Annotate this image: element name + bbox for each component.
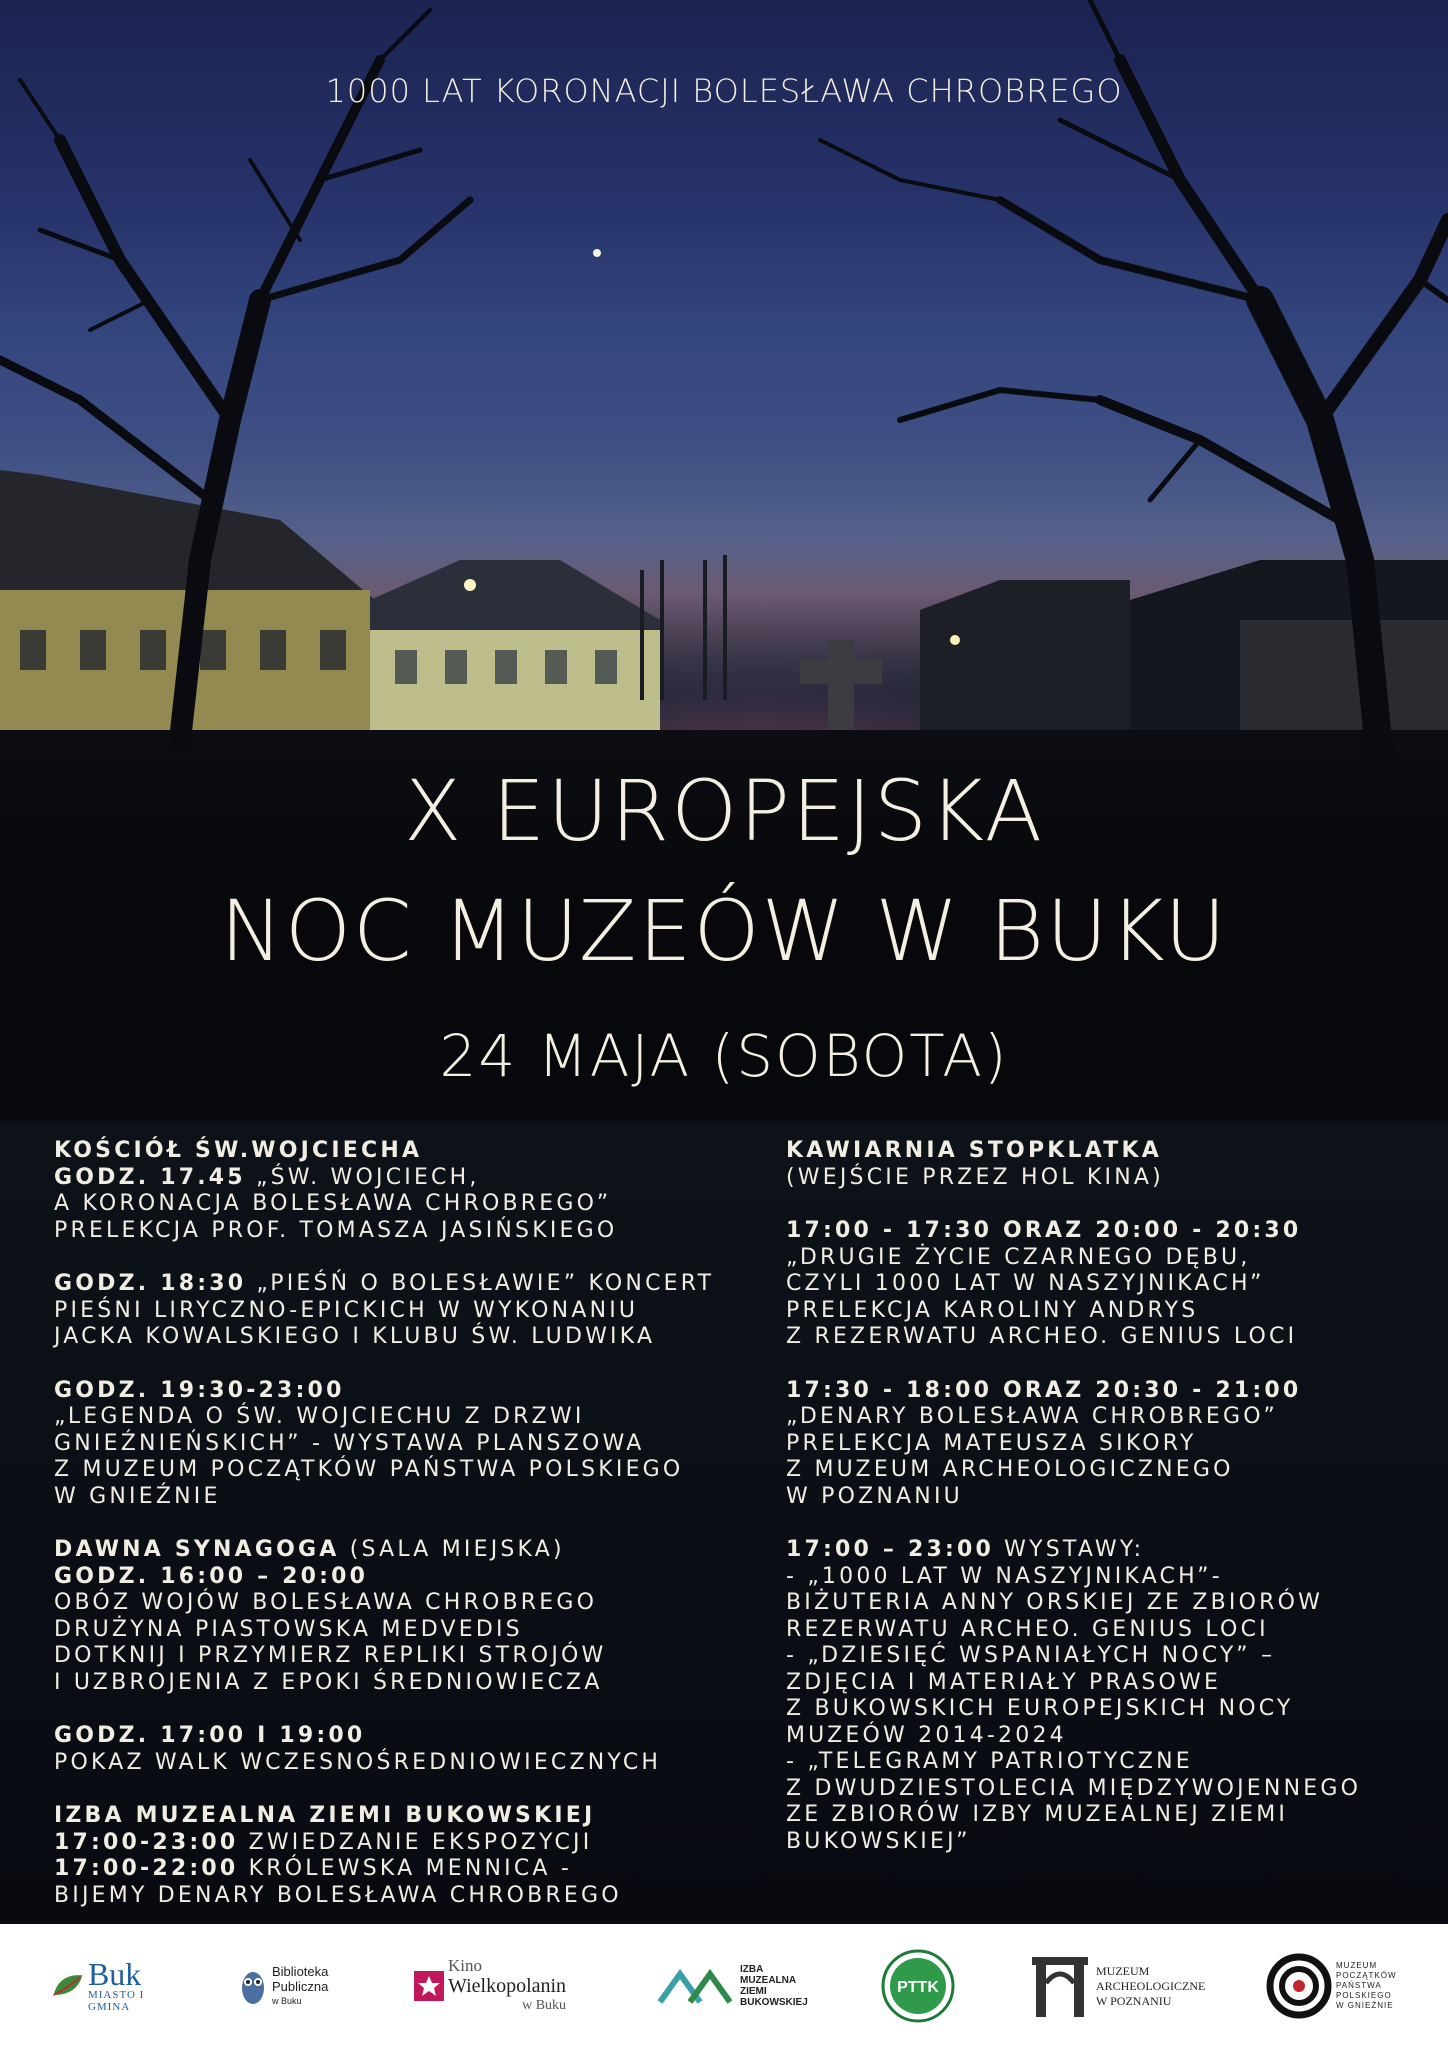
logo-muzeum-archeologiczne: MUZEUM ARCHEOLOGICZNE W POZNANIU xyxy=(1030,1938,1230,2034)
program-right-column xyxy=(786,1138,1446,1882)
program-line: (WEJŚCIE PRZEZ HOL KINA) xyxy=(786,1164,1164,1190)
svg-text:PTTK: PTTK xyxy=(897,1979,939,1996)
venue-name: IZBA MUZEALNA ZIEMI BUKOWSKIEJ xyxy=(54,1803,596,1828)
partner-logos-bar xyxy=(0,1924,1448,2048)
hills-icon xyxy=(656,1966,734,2006)
program-line: „DRUGIE ŻYCIE CZARNEGO DĘBU, xyxy=(786,1244,1251,1270)
program-block-concert xyxy=(54,1271,754,1351)
star-icon xyxy=(414,1971,444,2001)
logo-kino: Kino Wielkopolanin w Buku xyxy=(414,1938,594,2034)
program-block-izba xyxy=(54,1803,754,1909)
venue-name: KOŚCIÓŁ ŚW.WOJCIECHA xyxy=(54,1138,423,1163)
program-line: Z BUKOWSKICH EUROPEJSKICH NOCY xyxy=(786,1696,1294,1721)
program-line: W GNIEŹNIE xyxy=(54,1483,221,1509)
program-block-fights xyxy=(54,1723,754,1776)
event-title-line2: NOC MUZEÓW W BUKU xyxy=(220,882,1228,980)
program-time: GODZ. 17:00 I 19:00 xyxy=(54,1723,366,1748)
program-line: GODZ. 18:30 „PIEŚŃ O BOLESŁAWIE” KONCERT xyxy=(54,1271,715,1296)
program-block-synagogue xyxy=(54,1537,754,1696)
program-line: „DENARY BOLESŁAWA CHROBREGO” xyxy=(786,1404,1278,1429)
program-section xyxy=(0,1122,1448,1922)
program-line: Z REZERWATU ARCHEO. GENIUS LOCI xyxy=(786,1324,1298,1349)
program-line: GNIEŹNIEŃSKICH” - WYSTAWA PLANSZOWA xyxy=(54,1430,645,1456)
program-line: 17:00-23:00 ZWIEDZANIE EKSPOZYCJI xyxy=(54,1829,593,1855)
program-line: Z MUZEUM ARCHEOLOGICZNEGO xyxy=(786,1457,1234,1482)
program-block-lecture2 xyxy=(786,1378,1446,1511)
program-line: PRELEKCJA KAROLINY ANDRYS xyxy=(786,1297,1199,1323)
program-line: - „TELEGRAMY PATRIOTYCZNE xyxy=(786,1749,1193,1774)
program-line: PRELEKCJA MATEUSZA SIKORY xyxy=(786,1430,1197,1456)
logo-pttk xyxy=(880,1938,960,2034)
program-line: ZDJĘCIA I MATERIAŁY PRASOWE xyxy=(786,1669,1222,1695)
program-block-cafe xyxy=(786,1138,1446,1191)
program-line: PRELEKCJA PROF. TOMASZA JASIŃSKIEGO xyxy=(54,1217,618,1243)
program-line: REZERWATU ARCHEO. GENIUS LOCI xyxy=(786,1616,1269,1642)
program-line: GODZ. 17.45 „ŚW. WOJCIECH, xyxy=(54,1164,480,1190)
program-line: PIEŚNI LIRYCZNO-EPICKICH W WYKONANIU xyxy=(54,1297,639,1323)
program-line: DRUŻYNA PIASTOWSKA MEDVEDIS xyxy=(54,1616,523,1642)
moon xyxy=(593,249,601,257)
buk-leaf-icon xyxy=(50,1966,86,2006)
program-line: POKAZ WALK WCZESNOŚREDNIOWIECZNYCH xyxy=(54,1749,662,1775)
program-time: GODZ. 16:00 – 20:00 xyxy=(54,1563,369,1589)
program-line: ZE ZBIORÓW IZBY MUZEALNEJ ZIEMI xyxy=(786,1802,1289,1827)
program-line: „LEGENDA O ŚW. WOJCIECHU Z DRZWI xyxy=(54,1404,585,1429)
program-block-church xyxy=(54,1138,754,1244)
program-line: CZYLI 1000 LAT W NASZYJNIKACH” xyxy=(786,1271,1265,1296)
program-time: GODZ. 19:30-23:00 xyxy=(54,1377,345,1403)
logo-izba: IZBA MUZEALNA ZIEMI BUKOWSKIEJ xyxy=(656,1938,826,2034)
program-line: W POZNANIU xyxy=(786,1483,963,1509)
program-line: Z DWUDZIESTOLECIA MIĘDZYWOJENNEGO xyxy=(786,1775,1362,1801)
owl-icon xyxy=(240,1964,266,2008)
program-line: A KORONACJA BOLESŁAWA CHROBREGO” xyxy=(54,1191,612,1216)
program-line: BIJEMY DENARY BOLESŁAWA CHROBREGO xyxy=(54,1882,622,1908)
program-block-exhibitions xyxy=(786,1537,1446,1855)
program-left-column xyxy=(54,1138,754,1936)
program-line: MUZEÓW 2014-2024 xyxy=(786,1722,1067,1748)
program-line: - „1000 LAT W NASZYJNIKACH”- xyxy=(786,1563,1223,1589)
program-line: - „DZIESIĘĆ WSPANIAŁYCH NOCY” – xyxy=(786,1643,1276,1668)
program-line: Z MUZEUM POCZĄTKÓW PAŃSTWA POLSKIEGO xyxy=(54,1457,684,1482)
venue-name: KAWIARNIA STOPKLATKA xyxy=(786,1138,1162,1163)
gate-icon xyxy=(1030,1953,1090,2019)
program-line: DOTKNIJ I PRZYMIERZ REPLIKI STROJÓW xyxy=(54,1643,607,1668)
program-line: I UZBROJENIA Z EPOKI ŚREDNIOWIECZA xyxy=(54,1669,603,1695)
program-time: 17:30 - 18:00 ORAZ 20:30 - 21:00 xyxy=(786,1377,1302,1403)
pttk-badge-icon xyxy=(880,1948,956,2024)
event-title-line1: X EUROPEJSKA xyxy=(403,762,1045,860)
program-block-lecture1 xyxy=(786,1218,1446,1351)
program-time: 17:00 - 17:30 ORAZ 20:00 - 20:30 xyxy=(786,1218,1302,1243)
program-line: 17:00 – 23:00 WYSTAWY: xyxy=(786,1537,1145,1562)
program-line: BUKOWSKIEJ” xyxy=(786,1828,971,1854)
venue-name: DAWNA SYNAGOGA (SALA MIEJSKA) xyxy=(54,1537,565,1562)
program-block-exhibition xyxy=(54,1378,754,1511)
program-line: BIŻUTERIA ANNY ORSKIEJ ZE ZBIORÓW xyxy=(786,1590,1324,1615)
logo-buk: Buk MIASTO I GMINA xyxy=(50,1938,180,2034)
logo-biblioteka: Biblioteka Publiczna w Buku xyxy=(240,1938,360,2034)
anniversary-title: 1000 LAT KORONACJI BOLESŁAWA CHROBREGO xyxy=(325,72,1123,110)
program-line: JACKA KOWALSKIEGO I KLUBU ŚW. LUDWIKA xyxy=(54,1324,656,1349)
program-line: 17:00-22:00 KRÓLEWSKA MENNICA - xyxy=(54,1856,572,1881)
logo-muzeum-poczatkow: MUZEUM POCZĄTKÓW PAŃSTWA POLSKIEGO W GNIEŹNIE xyxy=(1266,1938,1436,2034)
spiral-icon xyxy=(1266,1953,1332,2019)
program-line: OBÓZ WOJÓW BOLESŁAWA CHROBREGO xyxy=(54,1590,598,1615)
event-date: 24 MAJA (SOBOTA) xyxy=(439,1022,1009,1090)
